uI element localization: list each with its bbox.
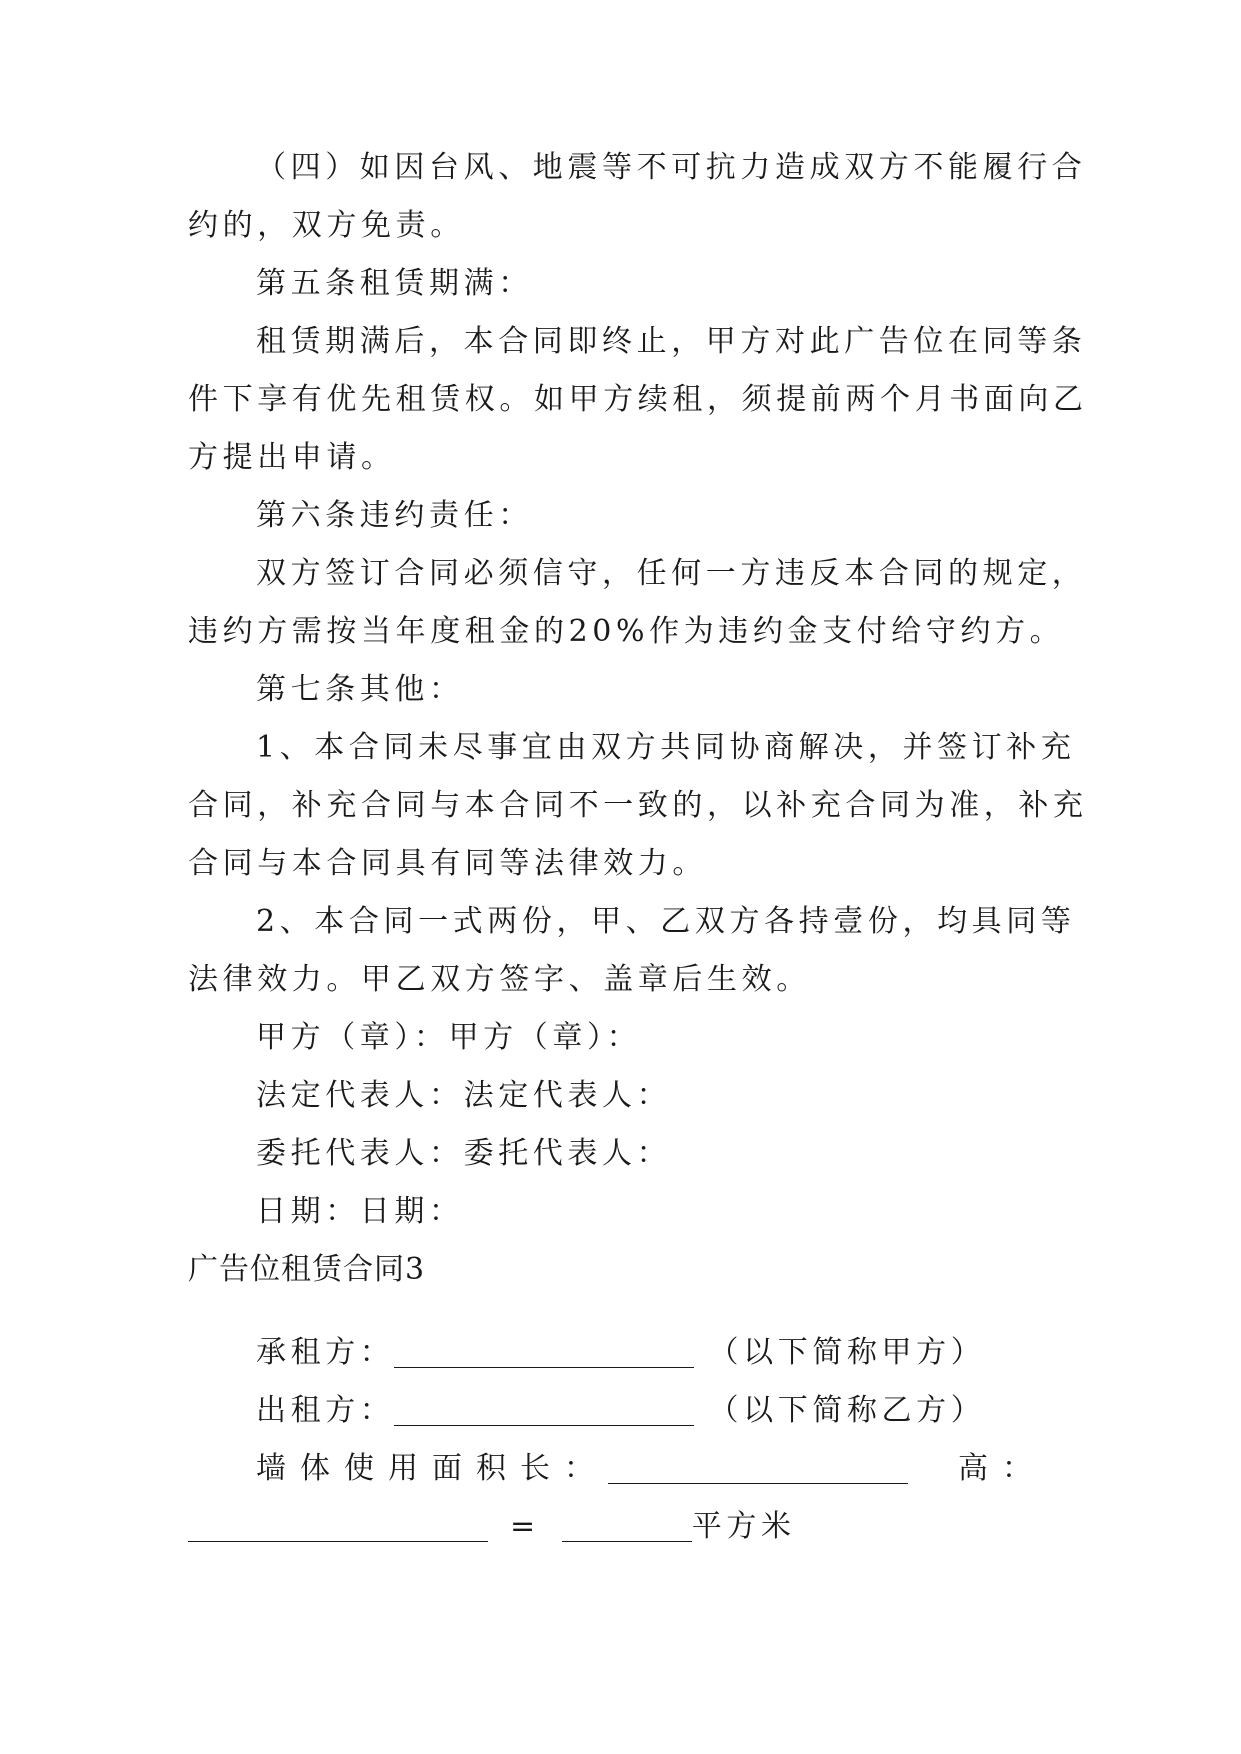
area-result-blank — [562, 1515, 692, 1542]
signature-agent: 委托代表人：委托代表人： — [256, 1136, 672, 1171]
lessor-blank — [394, 1399, 694, 1426]
clause7-heading: 第七条其他： — [256, 672, 464, 707]
wall-area-row — [256, 1449, 1046, 1489]
wall-length-blank — [608, 1457, 908, 1484]
clause6-line2: 违约方需按当年度租金的20%作为违约金支付给守约方。 — [188, 614, 1065, 649]
contract3-title: 广告位租赁合同3 — [188, 1252, 426, 1287]
clause4-item4-line1: （四）如因台风、地震等不可抗力造成双方不能履行合 — [256, 150, 1087, 185]
wall-height-blank — [188, 1515, 488, 1542]
clause7-item1-line1: 1、本合同未尽事宜由双方共同协商解决，并签订补充 — [256, 730, 1076, 765]
clause6-line1: 双方签订合同必须信守，任何一方违反本合同的规定， — [256, 556, 1087, 591]
signature-legal-representative: 法定代表人：法定代表人： — [256, 1078, 672, 1113]
clause6-heading: 第六条违约责任： — [256, 498, 533, 533]
wall-area-row-2 — [188, 1507, 796, 1547]
clause5-line1: 租赁期满后，本合同即终止，甲方对此广告位在同等条 — [256, 324, 1087, 359]
wall-area-label: 墙体使用面积长： — [256, 1451, 608, 1486]
lessee-note: （以下简称甲方） — [708, 1335, 986, 1370]
lessor-note: （以下简称乙方） — [708, 1393, 986, 1428]
clause7-item2-line2: 法律效力。甲乙双方签字、盖章后生效。 — [188, 962, 811, 997]
lessee-label: 承租方： — [256, 1335, 395, 1370]
clause4-item4-line2: 约的，双方免责。 — [188, 208, 465, 243]
clause7-item1-line2: 合同，补充合同与本合同不一致的，以补充合同为准，补充 — [188, 788, 1088, 823]
height-label: 高： — [958, 1451, 1046, 1486]
clause5-line3: 方提出申请。 — [188, 440, 396, 475]
clause5-heading: 第五条租赁期满： — [256, 266, 533, 301]
lessee-blank — [394, 1341, 694, 1368]
clause7-item1-line3: 合同与本合同具有同等法律效力。 — [188, 846, 707, 881]
clause5-line2: 件下享有优先租赁权。如甲方续租，须提前两个月书面向乙 — [188, 382, 1088, 417]
signature-party: 甲方（章）：甲方（章）： — [256, 1020, 642, 1055]
lessor-row — [256, 1391, 985, 1431]
equals-sign: = — [510, 1509, 540, 1544]
area-unit: 平方米 — [691, 1509, 796, 1544]
signature-date: 日期：日期： — [256, 1194, 464, 1229]
lessor-label: 出租方： — [256, 1393, 395, 1428]
lessee-row — [256, 1333, 985, 1373]
clause7-item2-line1: 2、本合同一式两份，甲、乙双方各持壹份，均具同等 — [256, 904, 1076, 939]
